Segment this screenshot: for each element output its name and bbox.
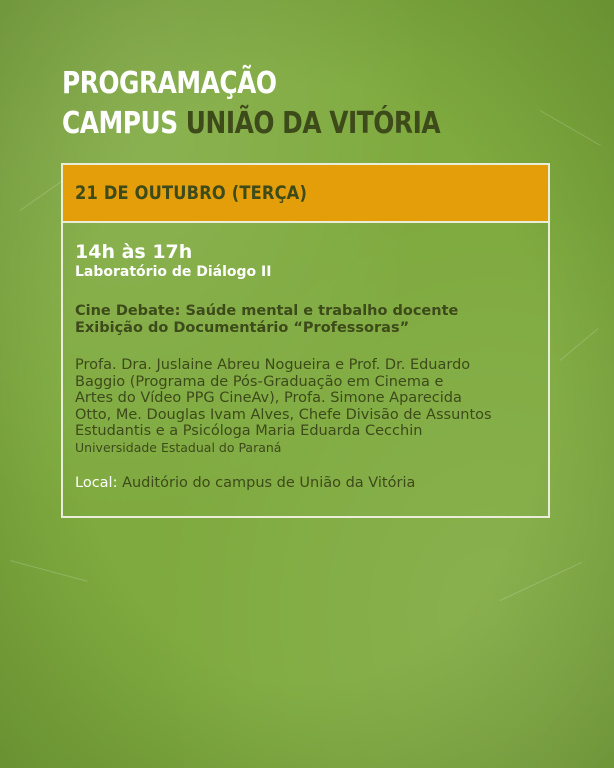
event-date: 21 DE OUTUBRO (TERÇA)	[75, 182, 308, 204]
card-body	[63, 223, 548, 492]
date-header	[63, 165, 548, 223]
event-room: Laboratório de Diálogo II	[75, 264, 272, 280]
background-texture-line	[500, 562, 582, 601]
participants-line: Otto, Me. Douglas Ivam Alves, Chefe Divisão de Assuntos	[75, 406, 492, 423]
event-title-block	[75, 303, 536, 337]
participants-line: Profa. Dra. Juslaine Abreu Nogueira e Prof. Dr. Eduardo	[75, 357, 471, 373]
title-campus: CAMPUS	[62, 106, 178, 141]
background-texture-line	[560, 328, 599, 361]
participants-block	[75, 357, 536, 456]
event-subtitle: Exibição do Documentário “Professoras”	[75, 320, 410, 336]
location-value: Auditório do campus de União da Vitória	[122, 474, 416, 491]
location-label: Local:	[75, 474, 118, 491]
title-line-programacao: PROGRAMAÇÃO	[62, 66, 277, 101]
participants-line: Estudantis e a Psicóloga Maria Eduarda Cecchin	[75, 423, 423, 439]
university-name: Universidade Estadual do Paraná	[75, 439, 282, 455]
schedule-card	[61, 163, 550, 518]
background-texture-line	[10, 560, 88, 582]
title-campus-name: UNIÃO DA VITÓRIA	[185, 106, 441, 141]
background-texture-line	[540, 110, 601, 146]
event-title: Cine Debate: Saúde mental e trabalho docente	[75, 303, 459, 319]
event-location	[75, 474, 536, 492]
participants-line: Artes do Vídeo PPG CineAv), Profa. Simone Aparecida	[75, 390, 462, 406]
page-title	[62, 64, 440, 144]
event-time: 14h às 17h	[75, 241, 193, 263]
participants-line: Baggio (Programa de Pós-Graduação em Cinema e	[75, 373, 444, 390]
